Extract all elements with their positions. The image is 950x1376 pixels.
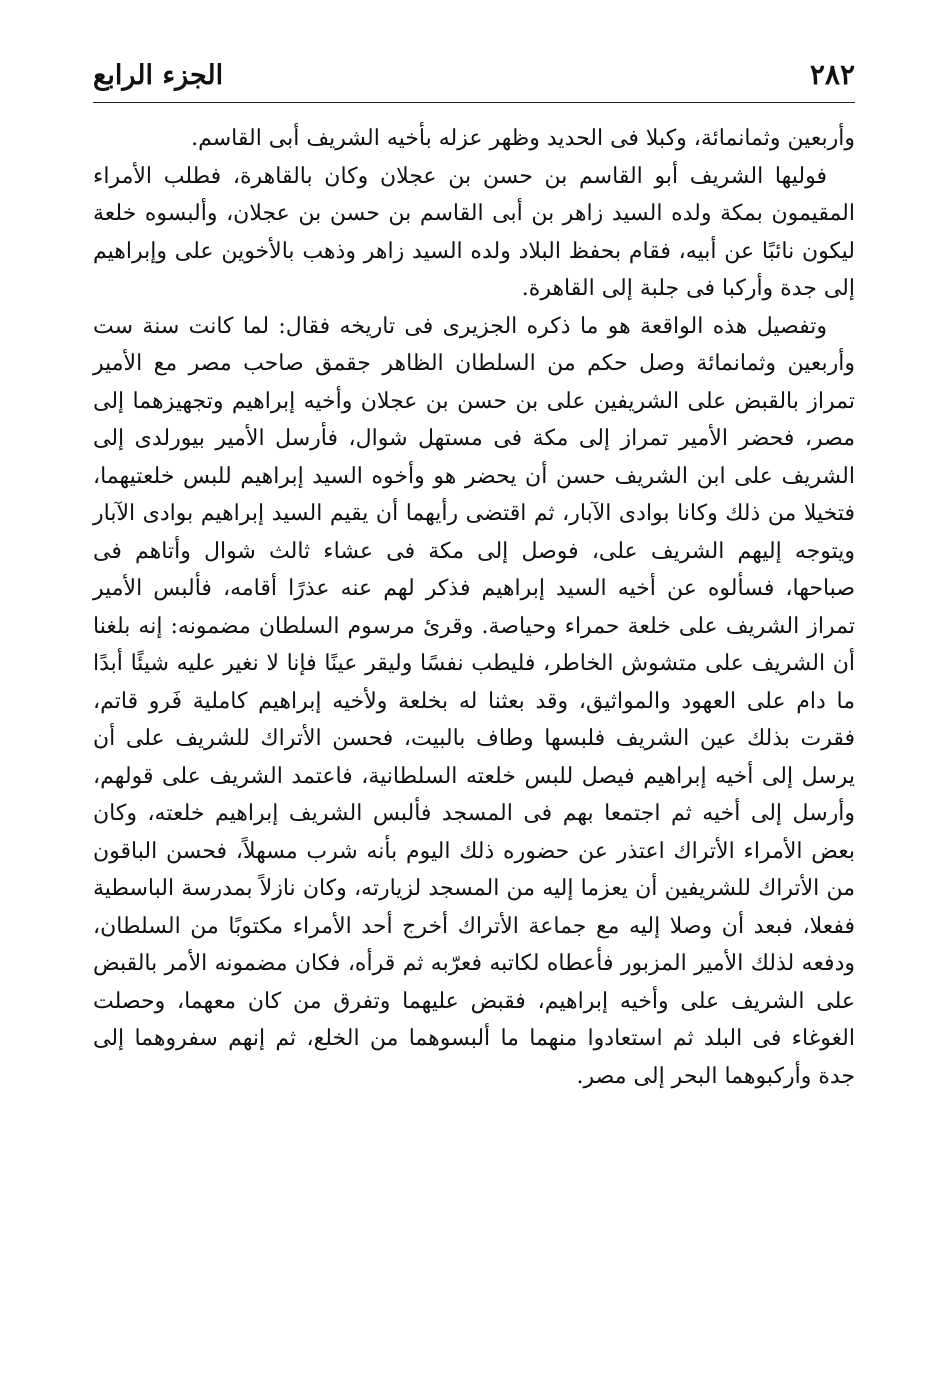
paragraph: وتفصيل هذه الواقعة هو ما ذكره الجزيرى فى تاريخه فقال: لما كانت سنة ست وأربعين وثمانمائة وصل حكم من السلطان الظاهر جقمق صاحب مصر مع الأمير تمراز بالقبض على الشريفين على بن حسن بن عجلان وأخيه إبراهيم وتجهيزهما إلى مصر، فحضر الأمير تمراز إلى مكة فى مستهل شوال، فأرسل الأمير بيورلدى إلى الشريف على ابن الشريف حسن أن يحضر هو وأخوه السيد إبراهيم للبس خلعتيهما، فتخيلا من ذلك وكانا بوادى الآبار، ثم اقتضى رأيهما أن يقيم السيد إبراهيم بوادى الآبار ويتوجه إليهم الشريف على، فوصل إلى مكة فى عشاء ثالث شوال وأتاهم فى صباحها، فسألوه عن أخيه السيد إبراهيم فذكر لهم عنه عذرًا أقامه، فألبس الأمير تمراز الشريف على خلعة حمراء وحياصة. وقرئ مرسوم السلطان مضمونه: إنه بلغنا أن الشريف على متشوش الخاطر، فليطب نفسًا وليقر عينًا فإنا لا نغير عليه شيئًا أبدًا ما دام على العهود والمواثيق، وقد بعثنا له بخلعة ولأخيه إبراهيم كاملية فَرو قاتم، فقرت بذلك عين الشريف فلبسها وطاف بالبيت، فحسن الأتراك للشريف على أن يرسل إلى أخيه إبراهيم فيصل للبس خلعته السلطانية، فاعتمد الشريف على قولهم، وأرسل إلى أخيه ثم اجتمعا بهم فى المسجد فألبس الشريف إبراهيم خلعته، وكان بعض الأمراء الأتراك اعتذر عن حضوره ذلك اليوم بأنه شرب مسهلاً، فحسن الباقون من الأتراك للشريفين أن يعزما إليه من المسجد لزيارته، وكان نازلاً بمدرسة الباسطية ففعلا، فبعد أن وصلا إليه مع جماعة الأتراك أخرج أحد الأمراء مكتوبًا من السلطان، ودفعه لذلك الأمير المزبور فأعطاه لكاتبه فعرّبه ثم قرأه، فكان مضمونه الأمر بالقبض على الشريف على وأخيه إبراهيم، فقبض عليهما وتفرق من كان معهما، وحصلت الغوغاء فى البلد ثم استعادوا منهما ما ألبسوهما من الخلع، ثم إنهم سفروهما إلى جدة وأركبوهما البحر إلى مصر. [93, 313, 855, 1089]
paragraph: وأربعين وثمانمائة، وكبلا فى الحديد وظهر عزله بأخيه الشريف أبى القاسم. [191, 126, 855, 151]
paragraph: فوليها الشريف أبو القاسم بن حسن بن عجلان وكان بالقاهرة، فطلب الأمراء المقيمون بمكة ولده السيد زاهر بن أبى القاسم بن حسن بن عجلان، وألبسوه خلعة ليكون نائبًا عن أبيه، فقام بحفظ البلاد ولده السيد زاهر وذهب بالأخوين على وإبراهيم إلى جدة وأركبا فى جلبة إلى القاهرة. [93, 163, 855, 301]
running-title: الجزء الرابع [93, 60, 224, 91]
page-header [93, 56, 855, 103]
page-number: ٢٨٢ [809, 58, 855, 91]
page-body [93, 120, 855, 1095]
